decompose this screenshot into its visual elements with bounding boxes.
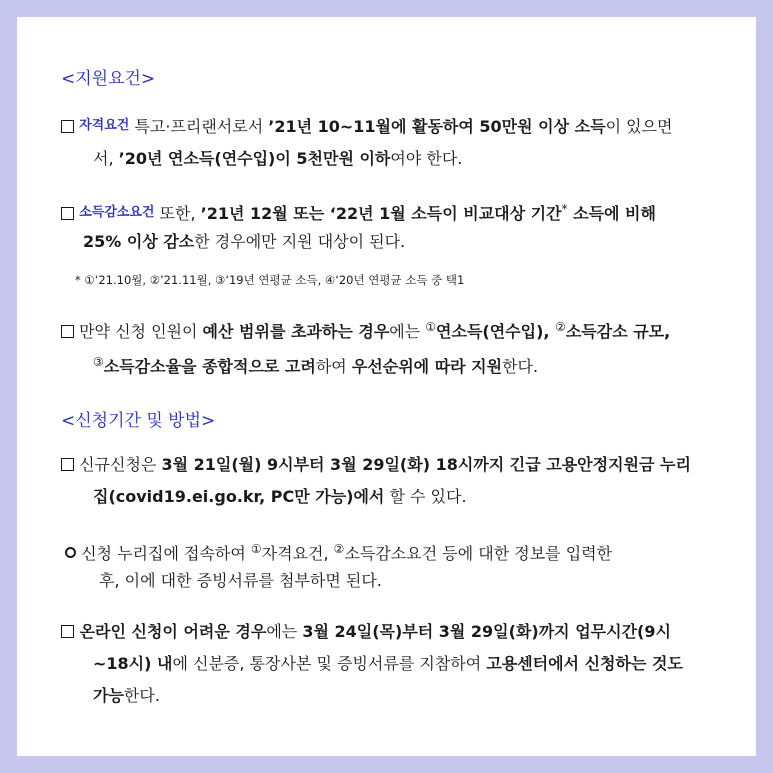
paragraph-budget-line1: 만약 신청 인원이 예산 범위를 초과하는 경우에는 ①연소득(연수입), ②소득감소 규모, [61, 317, 670, 342]
section-heading-application: <신청기간 및 방법> [61, 411, 216, 431]
paragraph-offline-line3: 가능한다. [93, 686, 160, 705]
bullet-circle-icon [65, 547, 76, 558]
content-card [17, 17, 756, 756]
paragraph-new-application-line2: 집(covid19.ei.go.kr, PC만 가능)에서 할 수 있다. [93, 487, 467, 506]
paragraph-website-line2: 후, 이에 대한 증빙서류를 첨부하면 된다. [99, 571, 382, 590]
paragraph-website-line1: 신청 누리집에 접속하여 ①자격요건, ②소득감소요건 등에 대한 정보를 입력한 [65, 539, 612, 564]
paragraph-income-drop-line1: 소득감소요건 또한, ’21년 12월 또는 ‘22년 1월 소득이 비교대상 기간* 소득에 비해 [61, 199, 656, 224]
tag-eligibility: 자격요건 [79, 118, 130, 133]
checkbox-icon [61, 458, 74, 471]
checkbox-icon [61, 625, 74, 638]
checkbox-icon [61, 325, 74, 338]
checkbox-icon [61, 120, 74, 133]
footnote: * ①‘21.10월, ②’21.11월, ③‘19년 연평균 소득, ④‘20년 연평균 소득 중 택1 [75, 273, 465, 287]
paragraph-income-drop-line2: 25% 이상 감소한 경우에만 지원 대상이 된다. [83, 232, 406, 251]
paragraph-offline-line2: ~18시) 내에 신분증, 통장사본 및 증빙서류를 지참하여 고용센터에서 신청하는 것도 [93, 654, 683, 673]
paragraph-eligibility-line2: 서, ’20년 연소득(연수입)이 5천만원 이하여야 한다. [93, 149, 463, 168]
paragraph-budget-line2: ③소득감소율을 종합적으로 고려하여 우선순위에 따라 지원한다. [93, 355, 539, 376]
section-heading-eligibility: <지원요건> [61, 69, 156, 89]
paragraph-new-application-line1: 신규신청은 3월 21일(월) 9시부터 3월 29일(화) 18시까지 긴급 고용안정지원금 누리 [61, 455, 691, 475]
paragraph-eligibility-line1: 자격요건 특고·프리랜서로서 ’21년 10~11월에 활동하여 50만원 이상 소득이 있으면 [61, 116, 672, 137]
tag-income-drop: 소득감소요건 [79, 205, 155, 220]
paragraph-offline-line1: 온라인 신청이 어려운 경우에는 3월 24일(목)부터 3월 29일(화)까지 업무시간(9시 [61, 622, 671, 642]
checkbox-icon [61, 207, 74, 220]
